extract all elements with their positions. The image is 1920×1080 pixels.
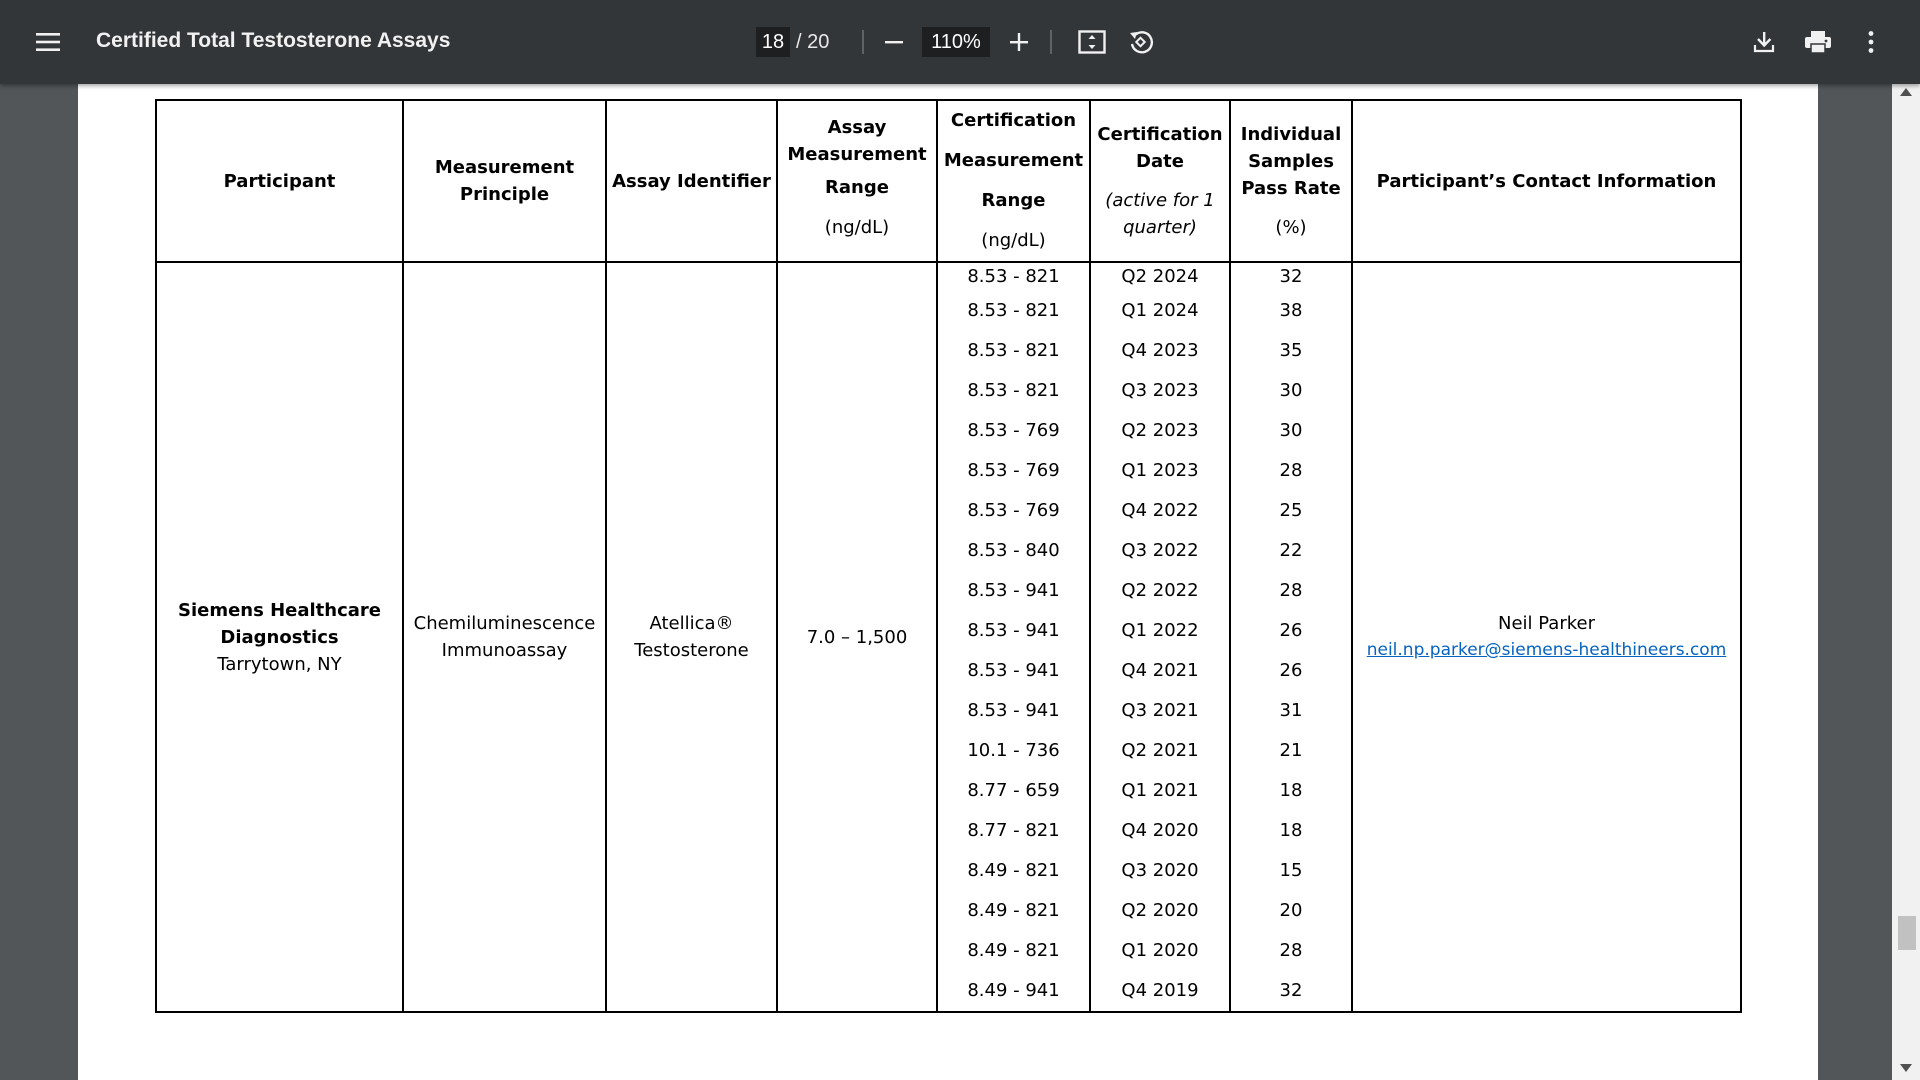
participant-cell bbox=[156, 262, 403, 1012]
scroll-down-arrow-icon[interactable] bbox=[1900, 1064, 1912, 1072]
download-button[interactable] bbox=[1744, 22, 1784, 62]
certification-date-value: Q4 2019 bbox=[1121, 980, 1199, 1001]
header-contact-information: Participant’s Contact Information bbox=[1352, 100, 1741, 262]
certification-date-value: Q3 2020 bbox=[1121, 860, 1199, 881]
zoom-level-input[interactable]: 110% bbox=[922, 27, 990, 57]
certification-range-value: 10.1 - 736 bbox=[967, 740, 1060, 761]
pass-rate-value: 21 bbox=[1279, 740, 1303, 761]
scroll-up-arrow-icon[interactable] bbox=[1900, 88, 1912, 96]
pass-rate-value: 28 bbox=[1279, 460, 1303, 481]
pass-rate-value: 22 bbox=[1279, 540, 1303, 561]
participant-location: Tarrytown, NY bbox=[217, 653, 342, 675]
certification-date-value: Q4 2023 bbox=[1121, 340, 1199, 361]
header-measurement-principle: Measurement Principle bbox=[403, 100, 606, 262]
pass-rate-value: 28 bbox=[1279, 580, 1303, 601]
header-certification-measurement-range: Certification Measurement Range (ng/dL) bbox=[937, 100, 1090, 262]
pass-rate-value: 20 bbox=[1279, 900, 1303, 921]
certification-range-value: 8.53 - 941 bbox=[967, 660, 1060, 681]
header-assay-identifier: Assay Identifier bbox=[606, 100, 777, 262]
more-vert-icon bbox=[1867, 30, 1875, 54]
page-number-input[interactable]: 18 bbox=[756, 27, 790, 57]
certification-range-value: 8.49 - 941 bbox=[967, 980, 1060, 1001]
certification-date-value: Q2 2023 bbox=[1121, 420, 1199, 441]
certification-date-value: Q2 2022 bbox=[1121, 580, 1199, 601]
pass-rate-value: 25 bbox=[1279, 500, 1303, 521]
certification-date-value: Q2 2021 bbox=[1121, 740, 1199, 761]
header-participant: Participant bbox=[156, 100, 403, 262]
certification-range-value: 8.49 - 821 bbox=[967, 940, 1060, 961]
pass-rate-value: 15 bbox=[1279, 860, 1303, 881]
minus-icon bbox=[884, 32, 904, 52]
fit-page-icon bbox=[1078, 30, 1106, 54]
certification-date-value: Q1 2020 bbox=[1121, 940, 1199, 961]
certification-date-value: Q2 2024 bbox=[1121, 266, 1199, 287]
header-certification-date: Certification Date (active for 1 quarter) bbox=[1090, 100, 1230, 262]
certification-range-column bbox=[937, 262, 1090, 1012]
page-total: / 20 bbox=[796, 31, 830, 53]
print-button[interactable] bbox=[1798, 22, 1838, 62]
participant-name-line2: Diagnostics bbox=[220, 626, 339, 648]
certification-range-value: 8.77 - 659 bbox=[967, 780, 1060, 801]
assay-identifier-cell bbox=[606, 262, 777, 1012]
certification-date-value: Q1 2023 bbox=[1121, 460, 1199, 481]
contact-cell bbox=[1352, 262, 1741, 1012]
certification-range-value: 8.53 - 821 bbox=[967, 380, 1060, 401]
certified-assays-table bbox=[155, 99, 1742, 1013]
certification-date-value: Q1 2022 bbox=[1121, 620, 1199, 641]
pass-rate-value: 30 bbox=[1279, 420, 1303, 441]
pass-rate-value: 28 bbox=[1279, 940, 1303, 961]
certification-range-value: 8.53 - 941 bbox=[967, 580, 1060, 601]
certification-range-value: 8.53 - 840 bbox=[967, 540, 1060, 561]
principle-line2: Immunoassay bbox=[441, 640, 568, 661]
certification-date-value: Q3 2022 bbox=[1121, 540, 1199, 561]
contact-email-link[interactable]: neil.np.parker@siemens-healthineers.com bbox=[1366, 640, 1727, 660]
zoom-out-button[interactable] bbox=[874, 22, 914, 62]
certification-date-value: Q4 2020 bbox=[1121, 820, 1199, 841]
certification-range-value: 8.53 - 821 bbox=[967, 300, 1060, 321]
certification-range-value: 8.53 - 769 bbox=[967, 500, 1060, 521]
pass-rate-value: 31 bbox=[1279, 700, 1303, 721]
certification-date-value: Q1 2024 bbox=[1121, 300, 1199, 321]
pass-rate-value: 35 bbox=[1279, 340, 1303, 361]
certification-date-value: Q3 2023 bbox=[1121, 380, 1199, 401]
certification-range-value: 8.53 - 941 bbox=[967, 700, 1060, 721]
certification-range-value: 8.53 - 821 bbox=[967, 266, 1060, 287]
document-title: Certified Total Testosterone Assays bbox=[96, 29, 451, 52]
scrollbar-thumb[interactable] bbox=[1898, 916, 1916, 950]
certification-range-value: 8.77 - 821 bbox=[967, 820, 1060, 841]
zoom-in-button[interactable] bbox=[999, 22, 1039, 62]
certification-date-value: Q1 2021 bbox=[1121, 780, 1199, 801]
pass-rate-value: 26 bbox=[1279, 660, 1303, 681]
certification-date-value: Q3 2021 bbox=[1121, 700, 1199, 721]
certification-range-value: 8.49 - 821 bbox=[967, 860, 1060, 881]
certification-date-value: Q2 2020 bbox=[1121, 900, 1199, 921]
measurement-principle-cell bbox=[403, 262, 606, 1012]
plus-icon bbox=[1009, 32, 1029, 52]
assay-name-line1: Atellica® bbox=[649, 613, 734, 634]
pass-rate-value: 32 bbox=[1279, 980, 1303, 1001]
certification-date-column bbox=[1090, 262, 1230, 1012]
pdf-toolbar bbox=[0, 0, 1920, 84]
menu-icon[interactable] bbox=[28, 22, 68, 62]
more-options-button[interactable] bbox=[1851, 22, 1891, 62]
rotate-button[interactable] bbox=[1121, 22, 1161, 62]
table-row bbox=[156, 262, 1741, 1012]
fit-to-page-button[interactable] bbox=[1072, 22, 1112, 62]
pass-rate-column bbox=[1230, 262, 1352, 1012]
rotate-counterclockwise-icon bbox=[1127, 28, 1155, 56]
certification-range-value: 8.53 - 821 bbox=[967, 340, 1060, 361]
pass-rate-value: 26 bbox=[1279, 620, 1303, 641]
certification-range-value: 8.53 - 769 bbox=[967, 460, 1060, 481]
certification-range-value: 8.49 - 821 bbox=[967, 900, 1060, 921]
print-icon bbox=[1804, 30, 1832, 54]
certification-range-value: 8.53 - 769 bbox=[967, 420, 1060, 441]
contact-name: Neil Parker bbox=[1498, 613, 1595, 634]
pass-rate-value: 18 bbox=[1279, 820, 1303, 841]
header-assay-measurement-range: Assay Measurement Range (ng/dL) bbox=[777, 100, 937, 262]
toolbar-divider bbox=[1050, 30, 1052, 54]
assay-range-cell: 7.0 – 1,500 bbox=[777, 262, 937, 1012]
download-icon bbox=[1753, 31, 1775, 53]
assay-name-line2: Testosterone bbox=[634, 640, 749, 661]
table-header-row bbox=[156, 100, 1741, 262]
pass-rate-value: 38 bbox=[1279, 300, 1303, 321]
pass-rate-value: 30 bbox=[1279, 380, 1303, 401]
certification-date-value: Q4 2021 bbox=[1121, 660, 1199, 681]
principle-line1: Chemiluminescence bbox=[413, 613, 596, 634]
certification-range-value: 8.53 - 941 bbox=[967, 620, 1060, 641]
certification-date-value: Q4 2022 bbox=[1121, 500, 1199, 521]
participant-name: Siemens Healthcare bbox=[177, 599, 381, 621]
pass-rate-value: 18 bbox=[1279, 780, 1303, 801]
header-pass-rate: Individual Samples Pass Rate (%) bbox=[1230, 100, 1352, 262]
toolbar-divider bbox=[862, 30, 864, 54]
pass-rate-value: 32 bbox=[1279, 266, 1303, 287]
